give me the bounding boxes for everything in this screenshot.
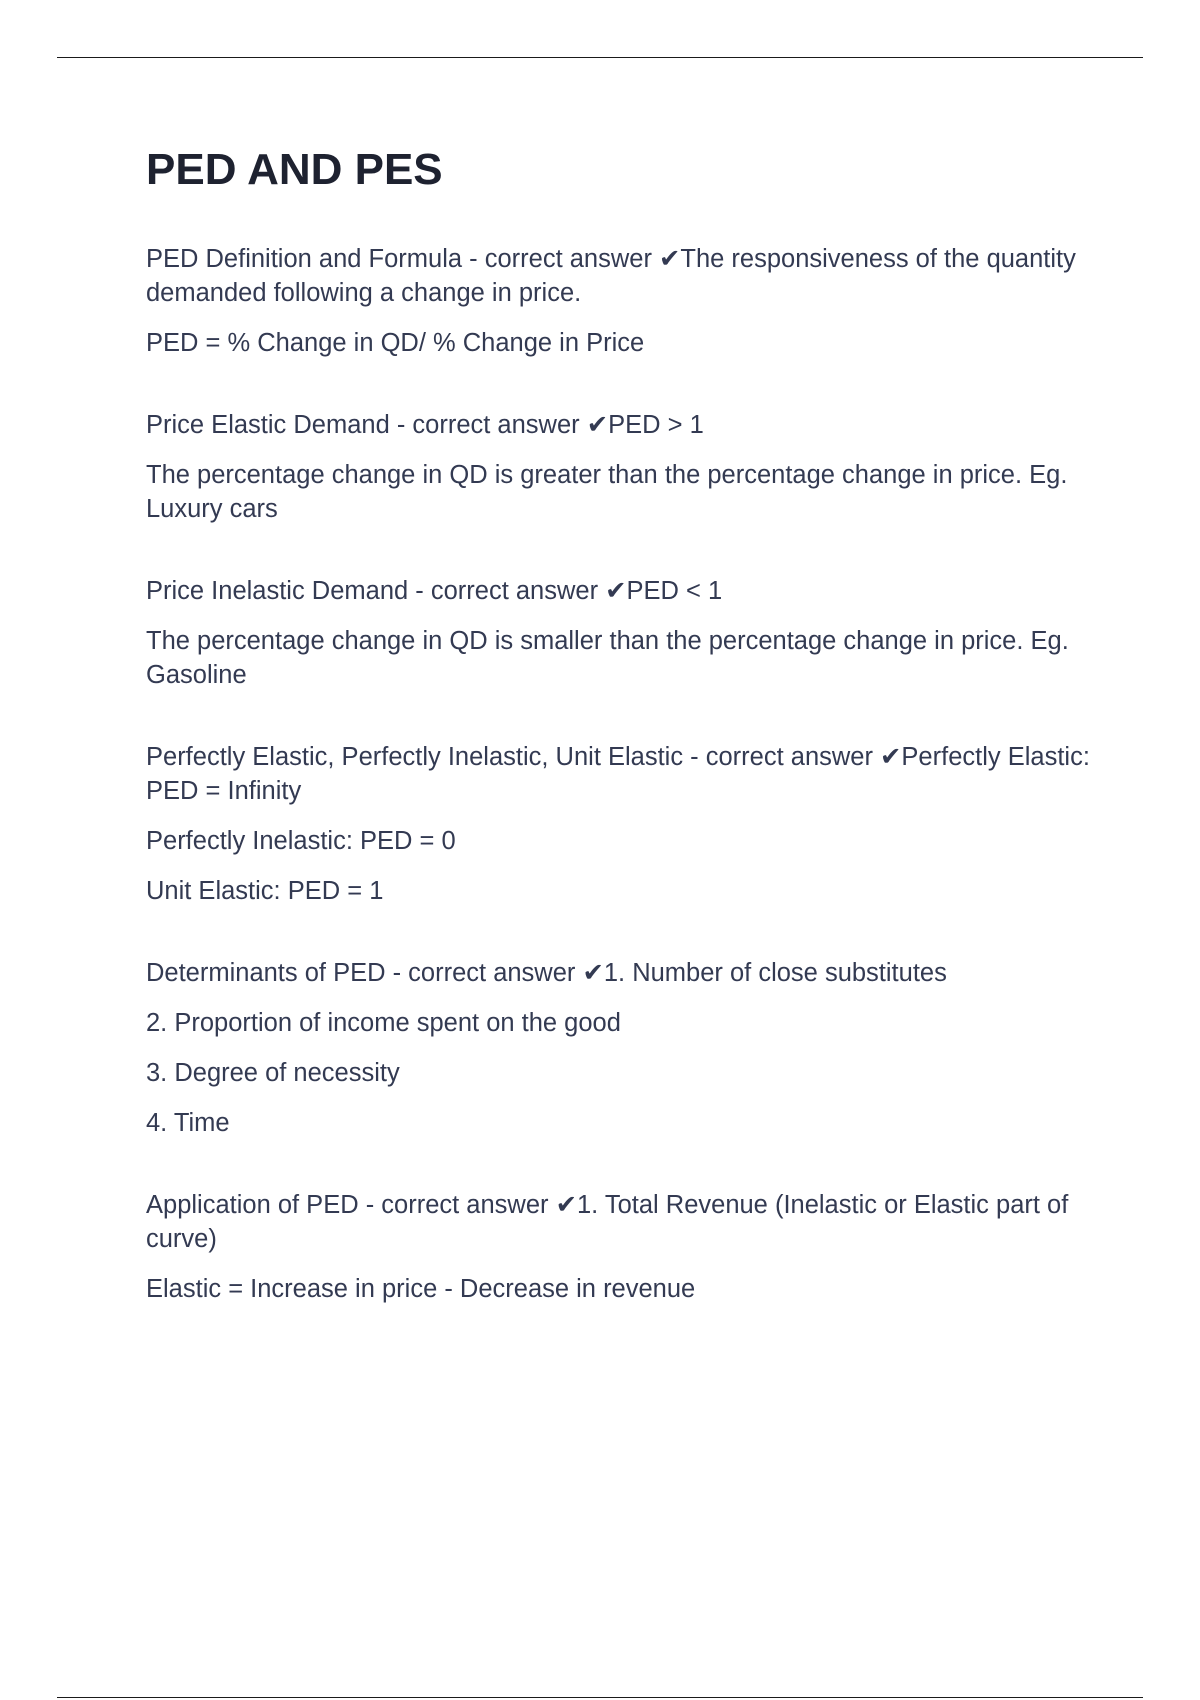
question-answer: Perfectly Elastic, Perfectly Inelastic, Unit Elastic - correct answer ✔Perfectly Elastic: PED = Infinity [146,742,1090,805]
question-answer: Price Elastic Demand - correct answer ✔PED > 1 [146,410,704,439]
qa-item-price-elastic [146,408,1096,526]
bottom-rule [57,1697,1143,1698]
qa-item-perfect-unit-elastic [146,740,1096,908]
answer-line: Elastic = Increase in price - Decrease in revenue [146,1274,696,1303]
qa-item-ped-definition [146,242,1096,360]
answer-line: Perfectly Inelastic: PED = 0 [146,826,456,855]
top-rule [57,57,1143,58]
answer-line: Unit Elastic: PED = 1 [146,876,384,905]
qa-item-determinants [146,956,1096,1140]
answer-line: PED = % Change in QD/ % Change in Price [146,328,645,357]
question-answer: Price Inelastic Demand - correct answer ✔PED < 1 [146,576,723,605]
answer-line: 3. Degree of necessity [146,1058,400,1087]
document-body [146,140,1096,1354]
answer-line: The percentage change in QD is greater than the percentage change in price. Eg. Luxury cars [146,460,1068,523]
answer-line: The percentage change in QD is smaller than the percentage change in price. Eg. Gasoline [146,626,1069,689]
page-title: PED AND PES [146,145,443,194]
question-answer: Determinants of PED - correct answer ✔1. Number of close substitutes [146,958,947,987]
answer-line: 4. Time [146,1108,230,1137]
question-answer: Application of PED - correct answer ✔1. Total Revenue (Inelastic or Elastic part of curve) [146,1190,1069,1253]
question-answer: PED Definition and Formula - correct answer ✔The responsiveness of the quantity demanded following a change in price. [146,244,1076,307]
qa-item-application [146,1188,1096,1306]
answer-line: 2. Proportion of income spent on the good [146,1008,621,1037]
qa-item-price-inelastic [146,574,1096,692]
